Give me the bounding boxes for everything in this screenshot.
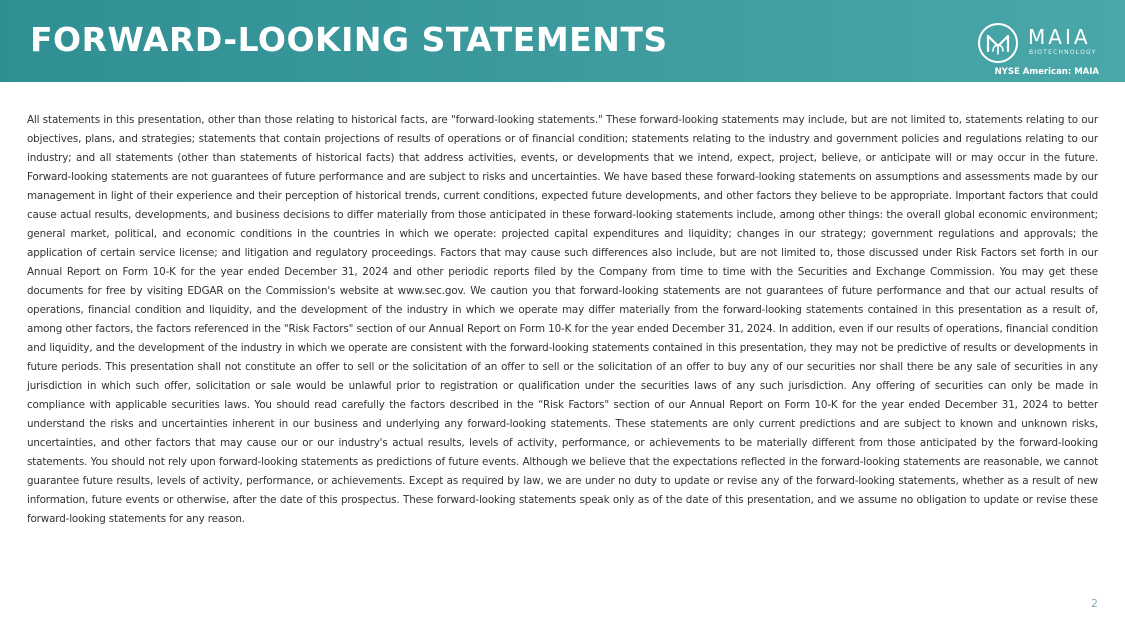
page-number: 2 — [1091, 597, 1098, 610]
logo-name: MAIA — [1028, 25, 1091, 49]
forward-looking-disclaimer-text: All statements in this presentation, other than those relating to historical facts, are "forward-looking statements." These forward-looking statements may include, but are not limited to, statements relating to our objectives, plans, and strategies; statements that contain projections of results of operations or of financial condition; statements relating to the industry and government policies and regulations relating to our industry; and all statements (other than statements of historical facts) that address activities, events, or developments that we intend, expect, project, believe, or anticipate will or may occur in the future. Forward-looking statements are not guarantees of future performance and are subject to risks and uncertainties. We have based these forward-looking statements on assumptions and assessments made by our management in light of their experience and their perception of historical trends, current conditions, expected future developments, and other factors they believe to be appropriate. Important factors that could cause actual results, developments, and business decisions to differ materially from those anticipated in these forward-looking statements include, among other things: the overall global economic environment; general market, political, and economic conditions in the countries in which we operate: projected capital expenditures and liquidity; changes in our strategy; government regulations and approvals; the application of certain service license; and litigation and regulatory proceedings. Factors that may cause such differences also include, but are not limited to, those discussed under Risk Factors set forth in our Annual Report on Form 10-K for the year ended December 31, 2024 and other periodic reports filed by the Company from time to time with the Securities and Exchange Commission. You may get these documents for free by visiting EDGAR on the Commission's website at www.sec.gov. We caution you that forward-looking statements are not guarantees of future performance and that our actual results of operations, financial condition and liquidity, and the development of the industry in which we operate may differ materially from the forward-looking statements contained in this presentation as a result of, among other factors, the factors referenced in the "Risk Factors" section of our Annual Report on Form 10-K for the year ended December 31, 2024. In addition, even if our results of operations, financial condition and liquidity, and the development of the industry in which we operate are consistent with the forward-looking statements contained in this presentation, they may not be predictive of results or developments in future periods. This presentation shall not constitute an offer to sell or the solicitation of an offer to sell or the solicitation of an offer to buy any of our securities nor shall there be any sale of securities in any jurisdiction in which such offer, solicitation or sale would be unlawful prior to registration or qualification under the securities laws of any such jurisdiction. Any offering of securities can only be made in compliance with applicable securities laws. You should read carefully the factors described in the “Risk Factors" section of our Annual Report on Form 10-K for the year ended December 31, 2024 to better understand the risks and uncertainties inherent in our business and underlying any forward-looking statements. These statements are only current predictions and are subject to known and unknown risks, uncertainties, and other factors that may cause our or our industry's actual results, levels of activity, performance, or achievements to be materially different from those anticipated by the forward-looking statements. You should not rely upon forward-looking statements as predictions of future events. Although we believe that the expectations reflected in the forward-looking statements are reasonable, we cannot guarantee future results, levels of activity, performance, or achievements. Except as required by law, we are under no duty to update or revise any of the forward-looking statements, whether as a result of new information, future events or otherwise, after the date of this prospectus. These forward-looking statements speak only as of the date of this presentation, and we assume no obligation to update or revise these forward-looking statements for any reason. — [27, 114, 1098, 526]
header-bar — [0, 0, 1125, 82]
exchange-ticker-label: NYSE American: MAIA — [994, 67, 1099, 77]
company-logo — [977, 22, 1117, 66]
maia-logo-mark-icon — [977, 22, 1019, 64]
page-title: FORWARD-LOOKING STATEMENTS — [30, 20, 668, 59]
logo-subtitle: BIOTECHNOLOGY — [1029, 49, 1097, 56]
